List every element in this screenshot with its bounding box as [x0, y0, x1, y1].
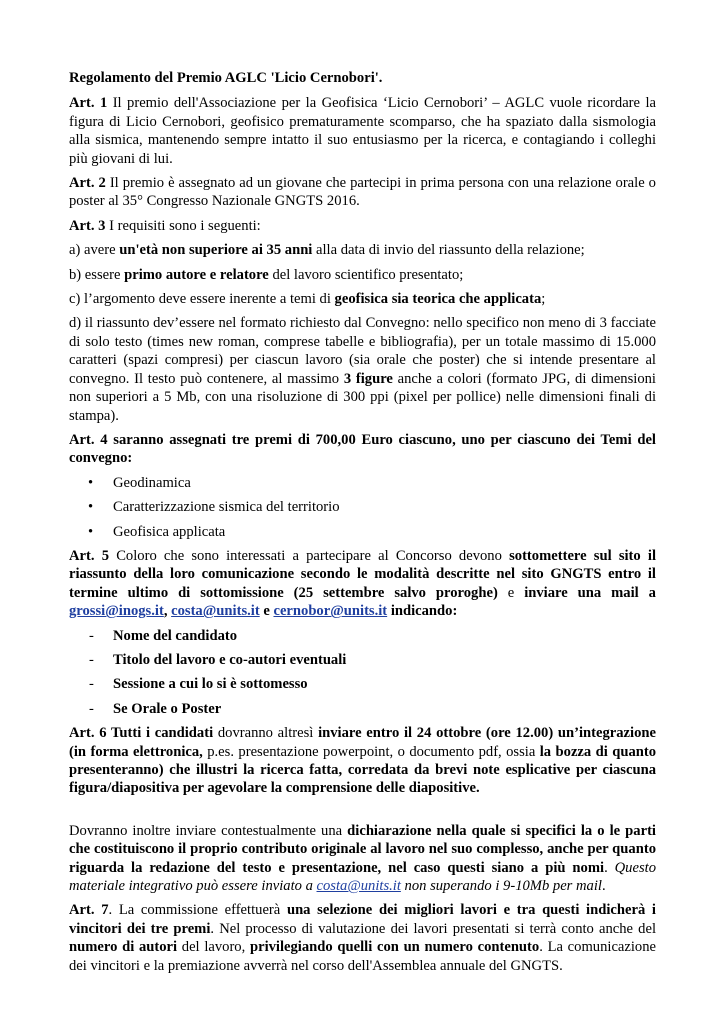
mail-contents-list [69, 627, 656, 719]
article-6: Art. 6 Tutti i candidati dovranno altresì inviare entro il 24 ottobre (ore 12.00) un’integrazione (in forma elettronica, p.es. presentazione powerpoint, o documento pdf, ossia la bozza di quanto presenteranno) che illustri la ricerca fatta, corredata da brevi note esplicative per ciascuna figura/diapositiva per agevolare la comprensione delle diapositive. [69, 725, 657, 797]
email-link-costa-2[interactable]: costa@units.it [316, 878, 401, 895]
list-item: • Caratterizzazione sismica del territorio [88, 499, 340, 516]
article-label: Art. 7 [69, 902, 109, 919]
article-label: Art. 6 Tutti i candidati [69, 725, 214, 742]
list-item: • Geodinamica [88, 474, 191, 491]
requirement-c: c) l’argomento deve essere inerente a temi di geofisica sia teorica che applicata; [69, 291, 546, 308]
list-item: - Nome del candidato [89, 627, 238, 644]
email-link-grossi[interactable]: grossi@inogs.it [69, 603, 164, 620]
requirement-b: b) essere primo autore e relatore del lavoro scientifico presentato; [69, 266, 464, 283]
article-2: Art. 2 Il premio è assegnato ad un giovane che partecipi in prima persona con una relazione orale o poster al 35° Congresso Nazionale GNGTS 2016. [69, 175, 656, 210]
themes-list [69, 474, 656, 541]
list-item: - Sessione a cui lo si è sottomesso [89, 676, 308, 693]
document-page [69, 69, 656, 981]
article-5: Art. 5 Coloro che sono interessati a partecipare al Concorso devono sottomettere sul sito il riassunto della loro comunicazione secondo le modalità descritte nel sito GNGTS entro il termine ultimo di sottomissione (25 settembre salvo proroghe) e inviare una mail a grossi@inogs.it, costa@units.it e cernobor@units.it indicando: [69, 547, 657, 620]
list-item: - Titolo del lavoro e co-autori eventuali [89, 651, 347, 668]
declaration-paragraph: Dovranno inoltre inviare contestualmente una dichiarazione nella quale si specifici la o le parti che costituiscono il proprio contributo originale al lavoro nel suo complesso, anche per quanto riguarda la redazione del testo e presentazione, nel caso questi siano a più nomi. Questo materiale integrativo può essere inviato a costa@units.it non superando i 9-10Mb per mail. [69, 822, 656, 895]
article-label: Art. 3 [69, 217, 106, 234]
article-label: Art. 5 [69, 547, 110, 564]
article-7: Art. 7. La commissione effettuerà una selezione dei migliori lavori e tra questi indicherà i vincitori dei tre premi. Nel processo di valutazione dei lavori presentati si terrà conto anche del numero di autori del lavoro, privilegiando quelli con un numero contenuto. La comunicazione dei vincitori e la premiazione avverrà nel corso dell'Assemblea annuale del GNGTS. [69, 902, 657, 974]
list-item: - Se Orale o Poster [89, 700, 222, 717]
email-link-cernobor[interactable]: cernobor@units.it [273, 603, 388, 620]
article-label: Art. 2 [69, 175, 106, 192]
article-label: Art. 1 [69, 95, 108, 112]
requirement-d: d) il riassunto dev’essere nel formato richiesto dal Convegno: nello specifico non meno di 3 facciate di solo testo (times new roman, comprese tabelle e bibliografia), per un totale massimo di 15.000 caratteri (spazi compresi) per ciascun lavoro (sia orale che poster) che si intende presentare al convegno. Il testo può contenere, al massimo 3 figure anche a colori (formato JPG, di dimensioni non superiori a 5 Mb, con una risoluzione di 300 ppi (pixel per pollice) nelle dimensioni finali di stampa). [69, 315, 656, 424]
requirement-a: a) avere un'età non superiore ai 35 anni alla data di invio del riassunto della relazione; [69, 242, 585, 259]
email-link-costa[interactable]: costa@units.it [171, 603, 260, 620]
article-1: Art. 1 Il premio dell'Associazione per la Geofisica ‘Licio Cernobori’ – AGLC vuole ricordare la figura di Licio Cernobori, geofisico prematuramente scomparso, che ha spaziato dalla sismologia alla sismica, mantenendo sempre intatto il suo entusiasmo per la ricerca, e contagiando i colleghi più giovani di lui. [69, 95, 656, 167]
list-item: • Geofisica applicata [88, 523, 226, 540]
article-4: Art. 4 saranno assegnati tre premi di 700,00 Euro ciascuno, uno per ciascuno dei Temi del convegno: [69, 431, 656, 467]
article-label: Art. 4 [69, 431, 108, 448]
document-title: Regolamento del Premio AGLC 'Licio Cernobori'. [69, 70, 383, 86]
article-3: Art. 3 I requisiti sono i seguenti: [69, 217, 261, 234]
